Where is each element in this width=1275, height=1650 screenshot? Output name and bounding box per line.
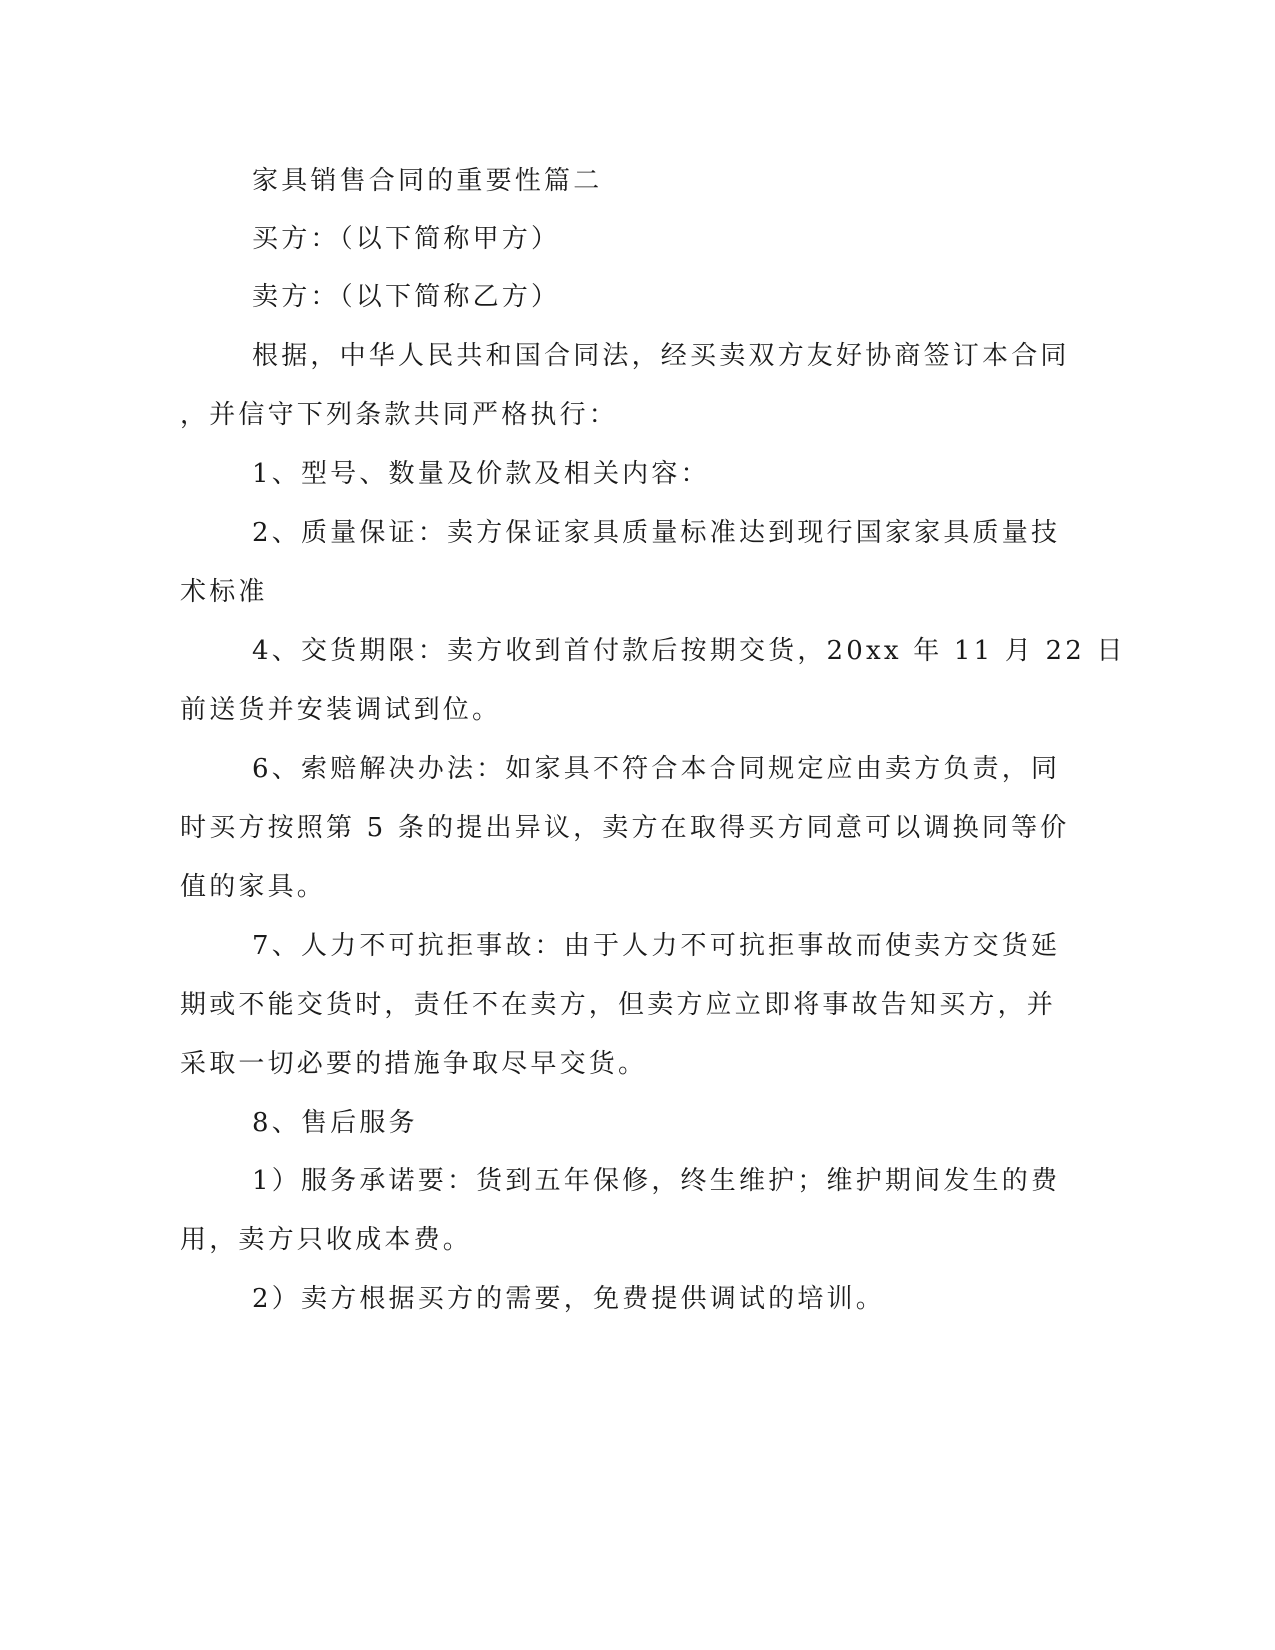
- seller-line: 卖方：（以下简称乙方）: [252, 282, 561, 312]
- clause-line: 时买方按照第 5 条的提出异议，卖方在取得买方同意可以调换同等价: [180, 813, 1070, 843]
- clause-line: 8、售后服务: [252, 1108, 418, 1138]
- paragraph-line: ，并信守下列条款共同严格执行：: [180, 400, 619, 430]
- clause-line: 采取一切必要的措施争取尽早交货。: [180, 1049, 648, 1079]
- clause-line: 期或不能交货时，责任不在卖方，但卖方应立即将事故告知买方，并: [180, 990, 1057, 1020]
- clause-line: 术标准: [180, 577, 268, 607]
- buyer-line: 买方：（以下简称甲方）: [252, 224, 561, 254]
- clause-line: 2、质量保证：卖方保证家具质量标准达到现行国家家具质量技: [252, 518, 1061, 548]
- clause-line: 6、索赔解决办法：如家具不符合本合同规定应由卖方负责，同: [252, 754, 1061, 784]
- clause-line: 2）卖方根据买方的需要，免费提供调试的培训。: [252, 1284, 885, 1314]
- clause-line: 前送货并安装调试到位。: [180, 695, 502, 725]
- clause-line: 值的家具。: [180, 872, 327, 902]
- clause-line: 1、型号、数量及价款及相关内容：: [252, 459, 710, 489]
- clause-line: 用，卖方只收成本费。: [180, 1225, 473, 1255]
- document-title: 家具销售合同的重要性篇二: [252, 166, 603, 196]
- paragraph-line: 根据，中华人民共和国合同法，经买卖双方友好协商签订本合同: [252, 341, 1070, 371]
- clause-line: 4、交货期限：卖方收到首付款后按期交货，20xx 年 11 月 22 日: [252, 636, 1126, 666]
- clause-line: 7、人力不可抗拒事故：由于人力不可抗拒事故而使卖方交货延: [252, 931, 1061, 961]
- clause-line: 1）服务承诺要：货到五年保修，终生维护；维护期间发生的费: [252, 1166, 1061, 1196]
